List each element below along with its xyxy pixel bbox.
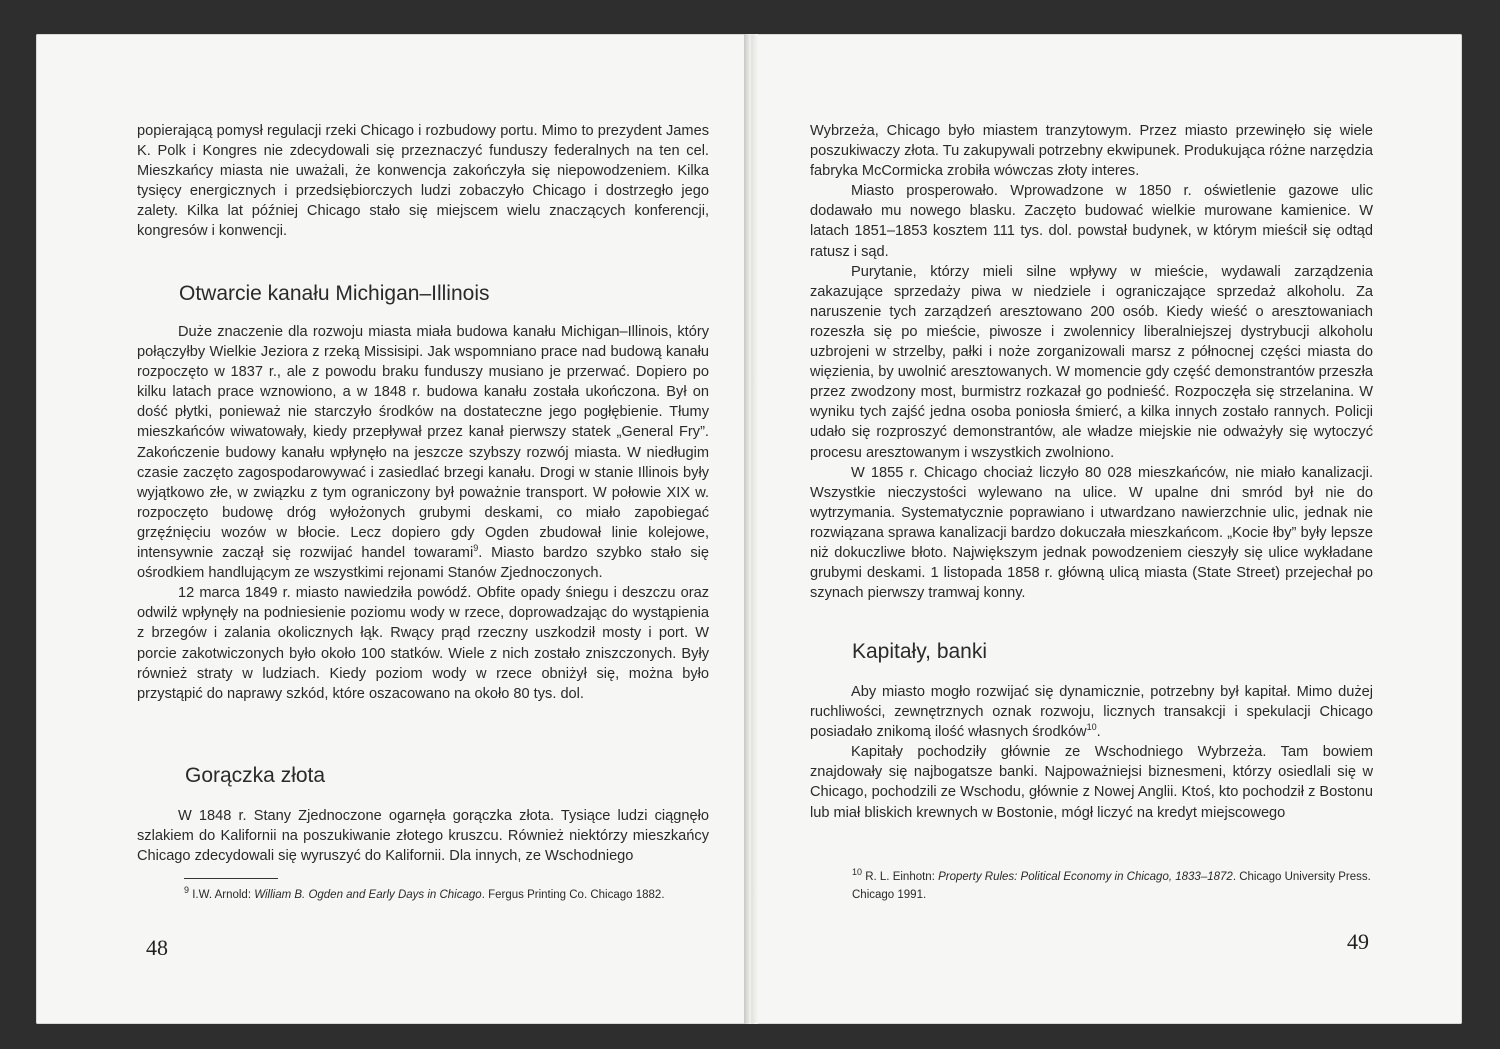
footnote-publisher: . Chicago University Press. Chicago 1991. <box>852 871 1371 901</box>
section-heading-gold-rush: Gorączka złota <box>185 764 326 787</box>
paragraph: Miasto prosperowało. Wprowadzone w 1850 r. oświetlenie gazowe ulic dodawało mu nowego blasku. Zaczęto budować wielkie murowane kamienice. W latach 1851–1853 kosztem 111 tys. dol. powstał budynek, w którym mieścił się odtąd ratusz i sąd. <box>810 183 1373 260</box>
paragraph: 12 marca 1849 r. miasto nawiedziła powódź. Obfite opady śniegu i deszczu oraz odwilż wpłynęły na podniesienie poziomu wody w rzece, doprowadzając do wystąpienia z brzegów i zalania okolicznych łąk. Rwący prąd rzeczny uszkodził mosty i port. W porcie zakotwiczonych było około 100 statków. Wiele z nich zostało zniszczonych. Były również straty w ludziach. Kiedy poziom wody w rzece obniżył się, można było przystąpić do naprawy szkód, które oszacowano na około 80 tys. dol. <box>137 585 709 702</box>
left-gold-section <box>137 806 709 866</box>
section-heading-capital: Kapitały, banki <box>852 640 988 663</box>
footnote-reference: 10 <box>1086 722 1097 733</box>
paragraph: popierającą pomysł regulacji rzeki Chicago i rozbudowy portu. Mimo to prezydent James K. Polk i Kongres nie zdecydowali się przeznaczyć funduszy federalnych na ten cel. Mieszkańcy miasta nie uważali, że konwencja zakończyła się niepowodzeniem. Kilka tysięcy energicznych i przedsiębiorczych ludzi zobaczyło Chicago i dostrzegło jego zalety. Kilka lat później Chicago stało się miejscem wielu znaczących konferencji, kongresów i konwencji. <box>137 123 709 240</box>
footnote-rule <box>184 878 278 879</box>
paragraph-text: . <box>1096 724 1101 741</box>
footnote-author: R. L. Einhotn: <box>865 871 935 883</box>
footnote-title: William B. Ogden and Early Days in Chicago <box>254 889 482 901</box>
footnote-publisher: . Fergus Printing Co. Chicago 1882. <box>481 889 665 901</box>
footnote-number: 9 <box>184 885 190 896</box>
page-number-left: 48 <box>146 935 168 960</box>
footnote-number: 10 <box>852 867 863 878</box>
left-opening-paragraph <box>137 121 709 242</box>
paragraph-text: Duże znaczenie dla rozwoju miasta miała budowa kanału Michigan–Illinois, który połączyłby Wielkie Jeziora z rzeką Missisipi. Jak wspomniano prace nad budową kanału rozpoczęto w 1837 r., ale z powodu braku funduszy musiano je przerwać. Dopiero po kilku latach prace wznowiono, a w 1848 r. budowa kanału została ukończona. Był on dość płytki, ponieważ nie starczyło środków na dostateczne jego pogłębienie. Tłumy mieszkańców wiwatowały, kiedy przepływał przez kanał pierwszy statek „General Fry”. Zakończenie budowy kanału wpłynęło na jeszcze szybszy rozwój miasta. W niedługim czasie zaczęto zagospodarowywać i zasiedlać brzegi kanału. Drogi w stanie Illinois były wyjątkowo złe, w związku z tym ograniczony był poważnie transport. W połowie XIX w. rozpoczęto budowę dróg wyłożonych grubymi deskami, co miało zapobiegać grzęźnięciu wozów w błocie. Lecz dopiero gdy Ogden zbudował linie kolejowe, intensywnie zaczął się rozwijać handel towarami <box>137 324 709 562</box>
left-canal-section <box>137 322 709 704</box>
paragraph: W 1848 r. Stany Zjednoczone ogarnęła gorączka złota. Tysiące ludzi ciągnęło szlakiem do Kalifornii na poszukiwanie złotego kruszcu. Również niektórzy mieszkańcy Chicago zdecydowali się wyruszyć do Kalifornii. Dla innych, ze Wschodniego <box>137 808 709 865</box>
paragraph: W 1855 r. Chicago chociaż liczyło 80 028 mieszkańców, nie miało kanalizacji. Wszystkie nieczystości wylewano na ulice. W upalne dni smród był nie do wytrzymania. Systematycznie poprawiano i utwardzano nawierzchnie ulic, jednak nie rozwiązana sprawa kanalizacji bardzo dokuczała mieszkańcom. „Kocie łby” były lepsze niż dokuczliwe błoto. Największym jednak powodzeniem cieszyły się ulice wykładane grubymi deskami. 1 listopada 1858 r. główną ulicą miasta (State Street) przejechał po szynach pierwszy tramwaj konny. <box>810 464 1373 602</box>
paragraph-text: Aby miasto mogło rozwijać się dynamicznie, potrzebny był kapitał. Mimo dużej ruchliwości, zewnętrznych oznak rozwoju, licznych transakcji i spekulacji Chicago posiadało znikomą ilość własnych środków <box>810 684 1373 741</box>
paragraph <box>137 322 709 583</box>
footnote-9 <box>184 886 714 904</box>
paragraph-text: . Miasto bardzo szybko stało się ośrodkiem handlującym ze wszystkimi rejonami Stanów Zjednoczonych. <box>137 545 709 582</box>
footnote-author: I.W. Arnold: <box>192 889 252 901</box>
paragraph <box>810 682 1373 742</box>
paragraph: Kapitały pochodziły głównie ze Wschodniego Wybrzeża. Tam bowiem znajdowały się najbogatsze banki. Najpoważniejsi biznesmeni, którzy osiedlali się w Chicago, pochodzili ze Wschodu, głównie z Nowej Anglii. Ktoś, kto pochodził z Bostonu lub miał bliskich krewnych w Bostonie, mógł liczyć na kredyt miejscowego <box>810 744 1373 821</box>
footnote-10 <box>852 868 1374 904</box>
book-gutter <box>744 34 758 1024</box>
right-main-text <box>810 121 1373 603</box>
footnote-reference: 9 <box>473 543 479 554</box>
page-number-right: 49 <box>1347 929 1369 954</box>
footnote-title: Property Rules: Political Economy in Chicago, 1833–1872 <box>938 871 1233 883</box>
section-heading-canal: Otwarcie kanału Michigan–Illinois <box>179 282 490 305</box>
paragraph: Wybrzeża, Chicago było miastem tranzytowym. Przez miasto przewinęło się wiele poszukiwaczy złota. Tu zakupywali potrzebny ekwipunek. Produkująca różne narzędzia fabryka McCormicka zrobiła wówczas złoty interes. <box>810 123 1373 180</box>
right-capital-section <box>810 682 1373 823</box>
paragraph: Purytanie, którzy mieli silne wpływy w mieście, wydawali zarządzenia zakazujące sprzedaży piwa w niedziele i ograniczające sprzedaż alkoholu. Za naruszenie tych zarządzeń aresztowano 200 osób. Kiedy wieść o aresztowaniach rozeszła się po mieście, piwosze i zwolennicy liberalniejszej dystrybucji alkoholu uzbrojeni w strzelby, pałki i noże zorganizowali marsz z północnej części miasta do więzienia, by uwolnić aresztowanych. W momencie gdy część demonstrantów przeszła przez zwodzony most, burmistrz rozkazał go podnieść. Rozpoczęła się strzelanina. W wyniku tych zajść jedna osoba poniosła śmierć, a kilka innych zostało rannych. Policji udało się rozproszyć demonstrantów, ale władze miejskie nie odważyły się wytoczyć procesu aresztowanym i wszystkich zwolniono. <box>810 263 1373 461</box>
